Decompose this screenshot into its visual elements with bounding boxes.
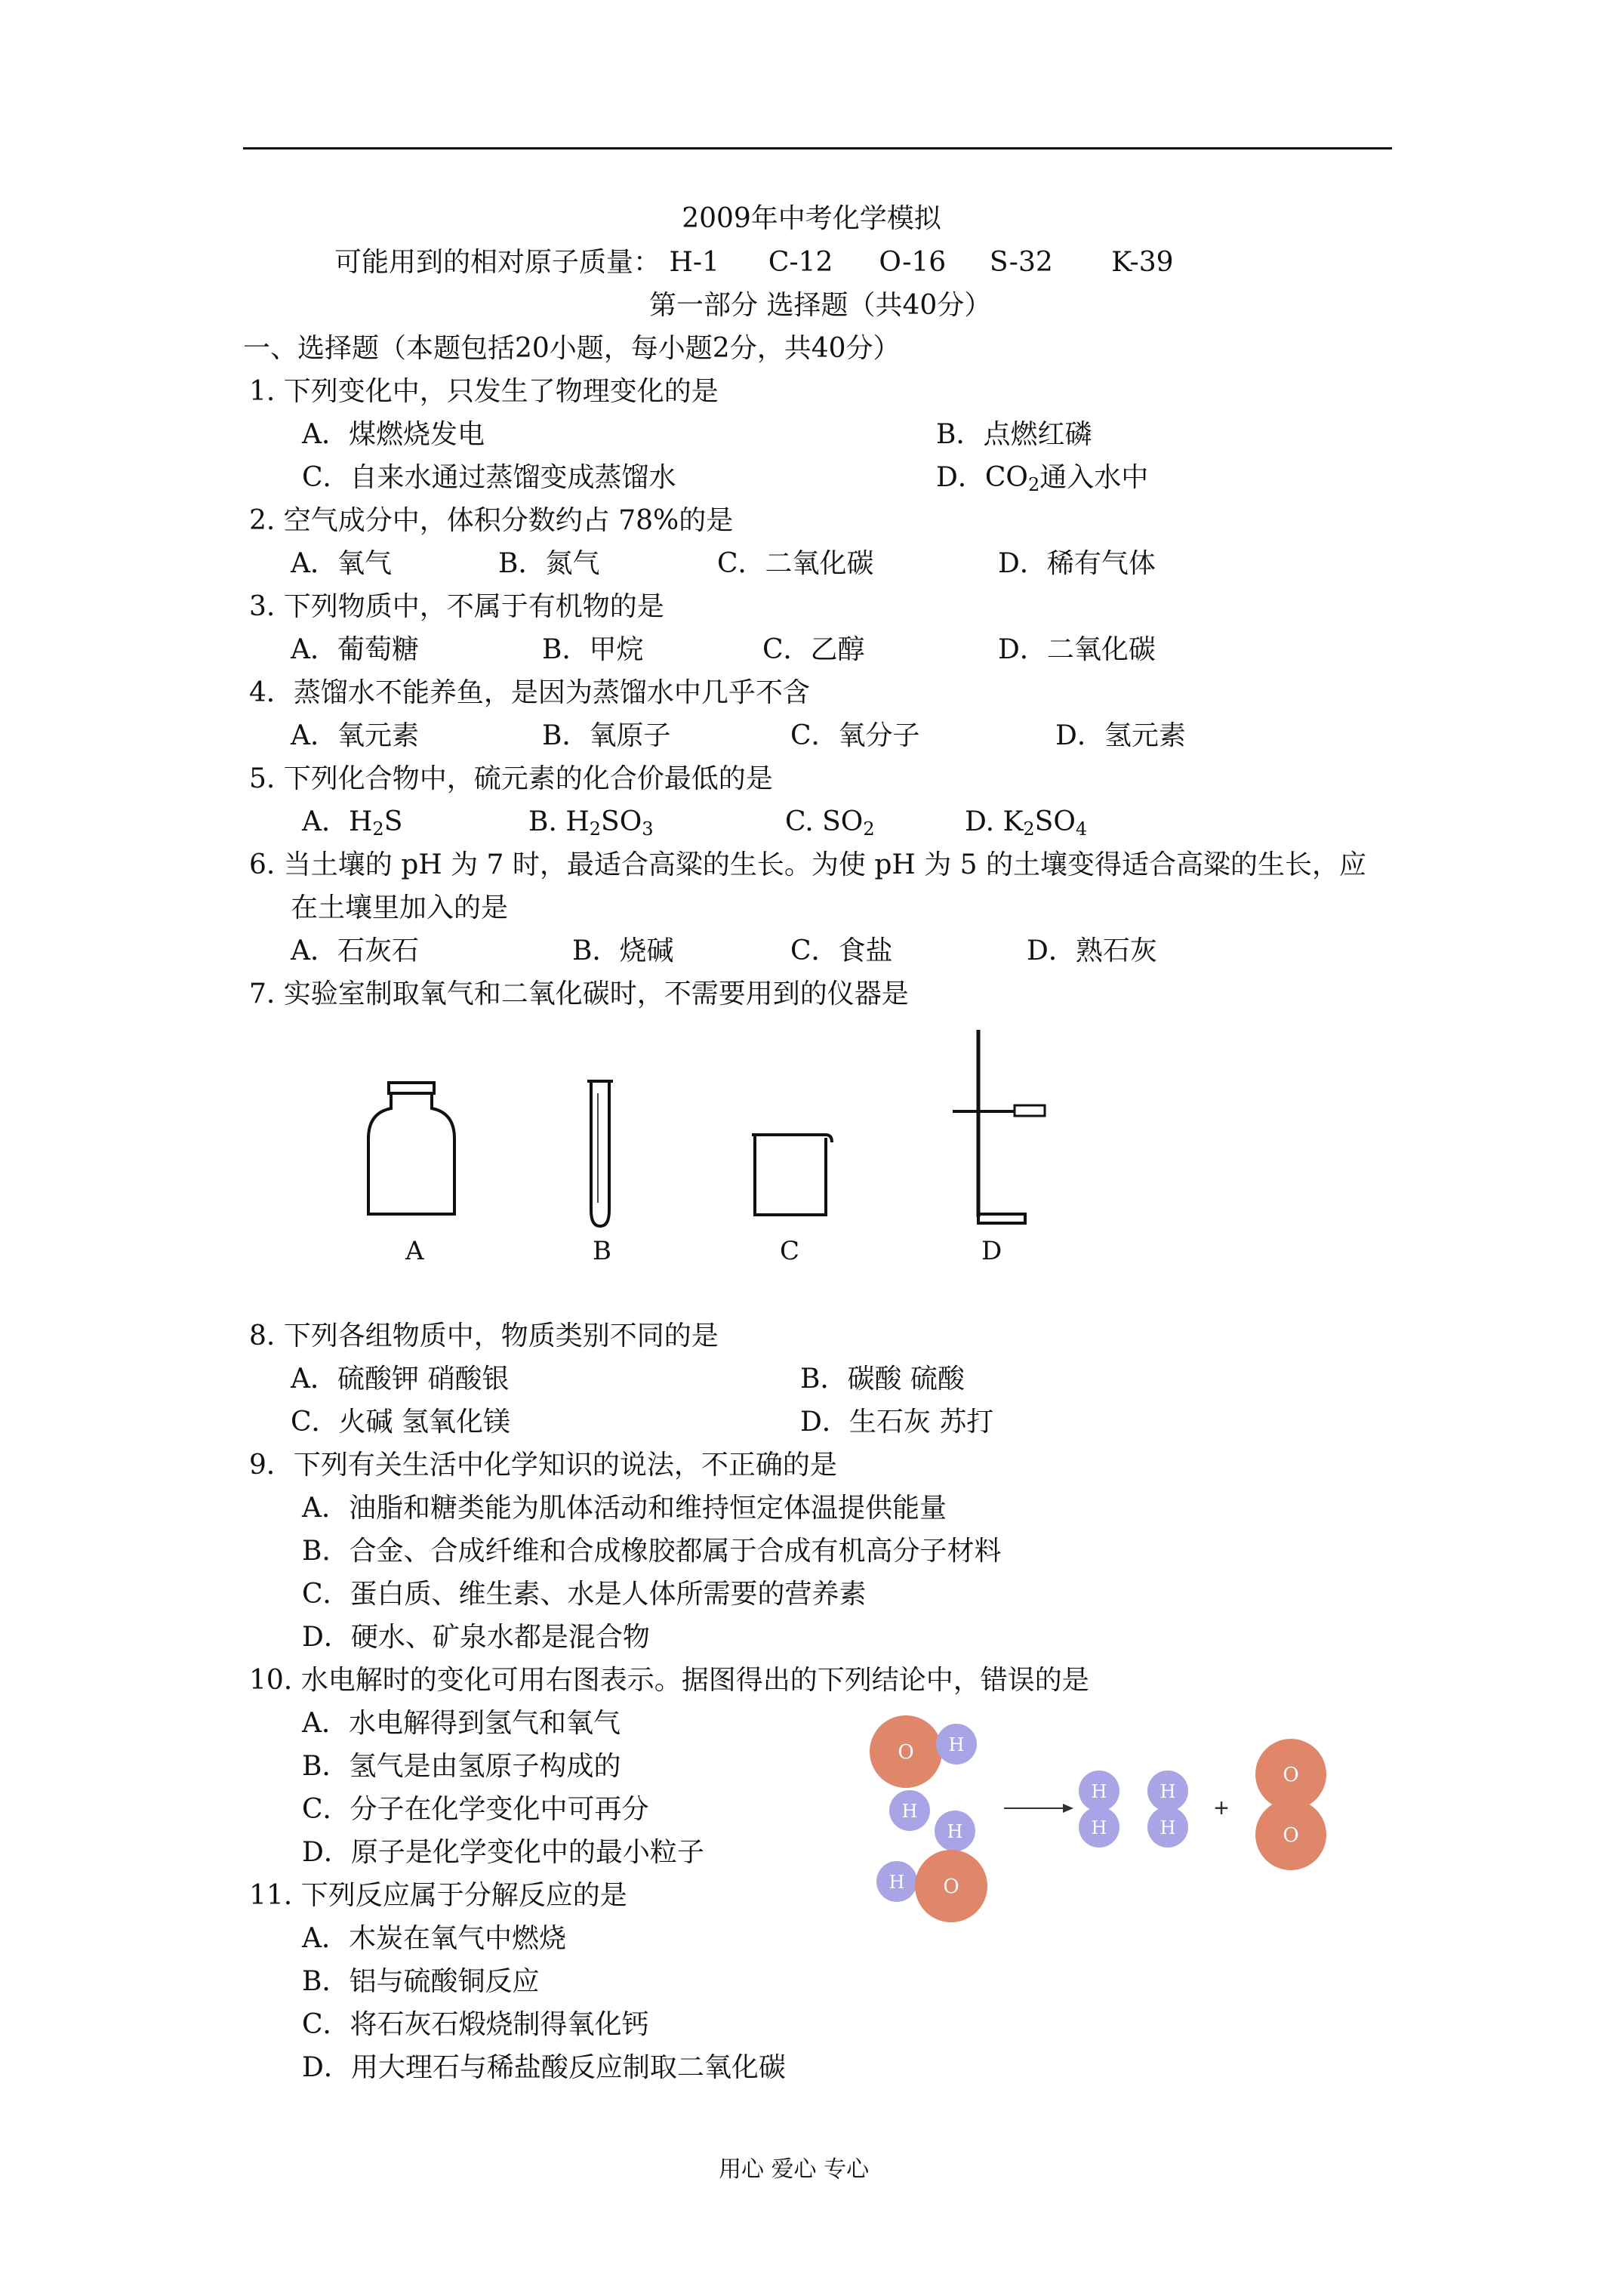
atomic-mass-s: S-32 bbox=[989, 247, 1053, 278]
svg-text:H: H bbox=[947, 1821, 963, 1842]
question-8-option-a: A．硫酸钾 硝酸银 bbox=[291, 1364, 510, 1395]
water-electrolysis-diagram bbox=[868, 1714, 1336, 1933]
oxygen-atom bbox=[915, 1850, 987, 1922]
atomic-masses-label: 可能用到的相对原子质量： bbox=[334, 247, 661, 278]
hydrogen-atom bbox=[1079, 1771, 1119, 1811]
question-11-option-b: B．铝与硫酸铜反应 bbox=[302, 1966, 540, 1997]
question-5-option-c: C. $SO_2$ bbox=[785, 806, 875, 840]
question-5-option-a: A．$H_2S$ bbox=[302, 806, 403, 840]
question-9-option-c: C．蛋白质、维生素、水是人体所需要的营养素 bbox=[302, 1579, 867, 1610]
question-2-option-a: A．氧气 bbox=[291, 548, 392, 579]
question-11-option-a: A．木炭在氧气中燃烧 bbox=[302, 1923, 566, 1954]
beaker-figure bbox=[747, 1130, 838, 1221]
iron-stand-figure bbox=[945, 1027, 1058, 1227]
question-3-stem: 3. 下列物质中，不属于有机物的是 bbox=[249, 591, 664, 622]
hydrogen-atom bbox=[935, 1811, 975, 1851]
question-6-option-b: B．烧碱 bbox=[572, 935, 674, 966]
question-8-option-d: D．生石灰 苏打 bbox=[800, 1407, 994, 1438]
question-4-stem: 4．蒸馏水不能养鱼，是因为蒸馏水中几乎不含 bbox=[249, 677, 810, 708]
hydrogen-atom bbox=[889, 1790, 930, 1831]
reaction-arrow-head bbox=[1063, 1804, 1073, 1813]
figure-label-a: A bbox=[405, 1236, 424, 1266]
hydrogen-atom bbox=[876, 1861, 917, 1902]
question-5-stem: 5. 下列化合物中，硫元素的化合价最低的是 bbox=[249, 763, 773, 794]
question-10-option-b: B．氢气是由氢原子构成的 bbox=[302, 1751, 621, 1782]
figure-label-c: C bbox=[780, 1236, 800, 1266]
svg-text:H: H bbox=[948, 1734, 965, 1755]
question-2-option-d: D．稀有气体 bbox=[998, 548, 1156, 579]
question-2-stem: 2. 空气成分中，体积分数约占 78%的是 bbox=[249, 505, 734, 536]
question-10-stem: 10. 水电解时的变化可用右图表示。据图得出的下列结论中，错误的是 bbox=[249, 1665, 1089, 1696]
question-3-option-c: C．乙醇 bbox=[762, 634, 865, 665]
question-8-option-b: B．碳酸 硫酸 bbox=[800, 1364, 965, 1395]
svg-text:H: H bbox=[1091, 1817, 1107, 1838]
svg-text:H: H bbox=[901, 1801, 918, 1822]
page-footer: 用心 爱心 专心 bbox=[719, 2156, 870, 2183]
figure-label-b: B bbox=[593, 1236, 611, 1266]
question-7-stem: 7. 实验室制取氧气和二氧化碳时，不需要用到的仪器是 bbox=[249, 978, 909, 1009]
atomic-mass-c: C-12 bbox=[768, 247, 833, 278]
question-10-option-a: A．水电解得到氢气和氧气 bbox=[302, 1708, 621, 1739]
question-10-option-d: D．原子是化学变化中的最小粒子 bbox=[302, 1837, 704, 1868]
hydrogen-atom bbox=[1147, 1771, 1188, 1811]
question-8-stem: 8. 下列各组物质中，物质类别不同的是 bbox=[249, 1321, 719, 1351]
question-5-option-b: B. $H_2SO_3$ bbox=[528, 806, 654, 840]
figure-label-d: D bbox=[981, 1236, 1002, 1266]
question-6-option-a: A．石灰石 bbox=[291, 935, 419, 966]
question-9-option-d: D．硬水、矿泉水都是混合物 bbox=[302, 1622, 650, 1653]
reagent-bottle-figure bbox=[362, 1080, 460, 1223]
hydrogen-atom bbox=[936, 1724, 977, 1764]
oxygen-atom bbox=[1255, 1739, 1326, 1810]
part-title: 第一部分 选择题（共40分） bbox=[649, 290, 992, 321]
question-6-stem-line2: 在土壤里加入的是 bbox=[291, 892, 509, 923]
question-10-option-c: C．分子在化学变化中可再分 bbox=[302, 1794, 649, 1825]
question-4-option-d: D．氢元素 bbox=[1055, 720, 1186, 751]
svg-text:H: H bbox=[1091, 1781, 1107, 1802]
hydrogen-atom bbox=[1079, 1807, 1119, 1848]
page-title: 2009年中考化学模拟 bbox=[682, 203, 941, 234]
svg-text:O: O bbox=[1283, 1824, 1299, 1847]
question-4-option-b: B．氧原子 bbox=[542, 720, 671, 751]
question-3-option-b: B．甲烷 bbox=[542, 634, 644, 665]
section-title: 一、选择题（本题包括20小题，每小题2分，共40分） bbox=[243, 333, 901, 364]
oxygen-atom bbox=[1255, 1799, 1326, 1870]
question-9-option-a: A．油脂和糖类能为肌体活动和维持恒定体温提供能量 bbox=[302, 1493, 947, 1524]
question-1-option-c: C．自来水通过蒸馏变成蒸馏水 bbox=[302, 462, 676, 493]
svg-text:O: O bbox=[943, 1875, 959, 1898]
test-tube-figure bbox=[581, 1078, 619, 1229]
question-1-stem: 1. 下列变化中，只发生了物理变化的是 bbox=[249, 376, 719, 407]
question-11-option-d: D．用大理石与稀盐酸反应制取二氧化碳 bbox=[302, 2052, 786, 2083]
question-2-option-b: B．氮气 bbox=[498, 548, 600, 579]
question-3-option-a: A．葡萄糖 bbox=[291, 634, 419, 665]
question-5-option-d: D. $K_2SO_4$ bbox=[965, 806, 1088, 840]
question-6-option-d: D．熟石灰 bbox=[1027, 935, 1157, 966]
plus-sign: + bbox=[1214, 1794, 1229, 1823]
question-4-option-a: A．氧元素 bbox=[291, 720, 419, 751]
question-8-option-c: C．火碱 氢氧化镁 bbox=[291, 1407, 510, 1438]
svg-text:O: O bbox=[1283, 1764, 1299, 1786]
svg-text:H: H bbox=[1160, 1817, 1176, 1838]
oxygen-atom bbox=[870, 1715, 942, 1788]
question-1-option-d: D．$CO_2$通入水中 bbox=[936, 462, 1149, 495]
svg-text:H: H bbox=[1160, 1781, 1176, 1802]
question-9-option-b: B．合金、合成纤维和合成橡胶都属于合成有机高分子材料 bbox=[302, 1536, 1002, 1567]
hydrogen-atom bbox=[1147, 1807, 1188, 1848]
atomic-mass-h: H-1 bbox=[669, 247, 719, 278]
svg-text:H: H bbox=[888, 1872, 905, 1893]
atomic-mass-o: O-16 bbox=[879, 247, 947, 278]
question-1-option-a: A．煤燃烧发电 bbox=[302, 419, 485, 450]
question-4-option-c: C．氧分子 bbox=[790, 720, 920, 751]
question-6-option-c: C．食盐 bbox=[790, 935, 893, 966]
svg-text:O: O bbox=[898, 1741, 914, 1764]
atomic-mass-k: K-39 bbox=[1111, 247, 1174, 278]
question-6-stem: 6. 当土壤的 pH 为 7 时，最适合高粱的生长。为使 pH 为 5 的土壤变得适合高粱的生长，应 bbox=[249, 849, 1367, 880]
question-2-option-c: C．二氧化碳 bbox=[717, 548, 874, 579]
header-rule bbox=[243, 147, 1392, 149]
atomic-masses-line bbox=[334, 248, 1174, 278]
question-11-stem: 11. 下列反应属于分解反应的是 bbox=[249, 1880, 627, 1911]
question-3-option-d: D．二氧化碳 bbox=[998, 634, 1156, 665]
question-11-option-c: C．将石灰石煅烧制得氧化钙 bbox=[302, 2009, 649, 2040]
question-1-option-b: B．点燃红磷 bbox=[936, 419, 1092, 450]
question-9-stem: 9．下列有关生活中化学知识的说法，不正确的是 bbox=[249, 1450, 837, 1481]
